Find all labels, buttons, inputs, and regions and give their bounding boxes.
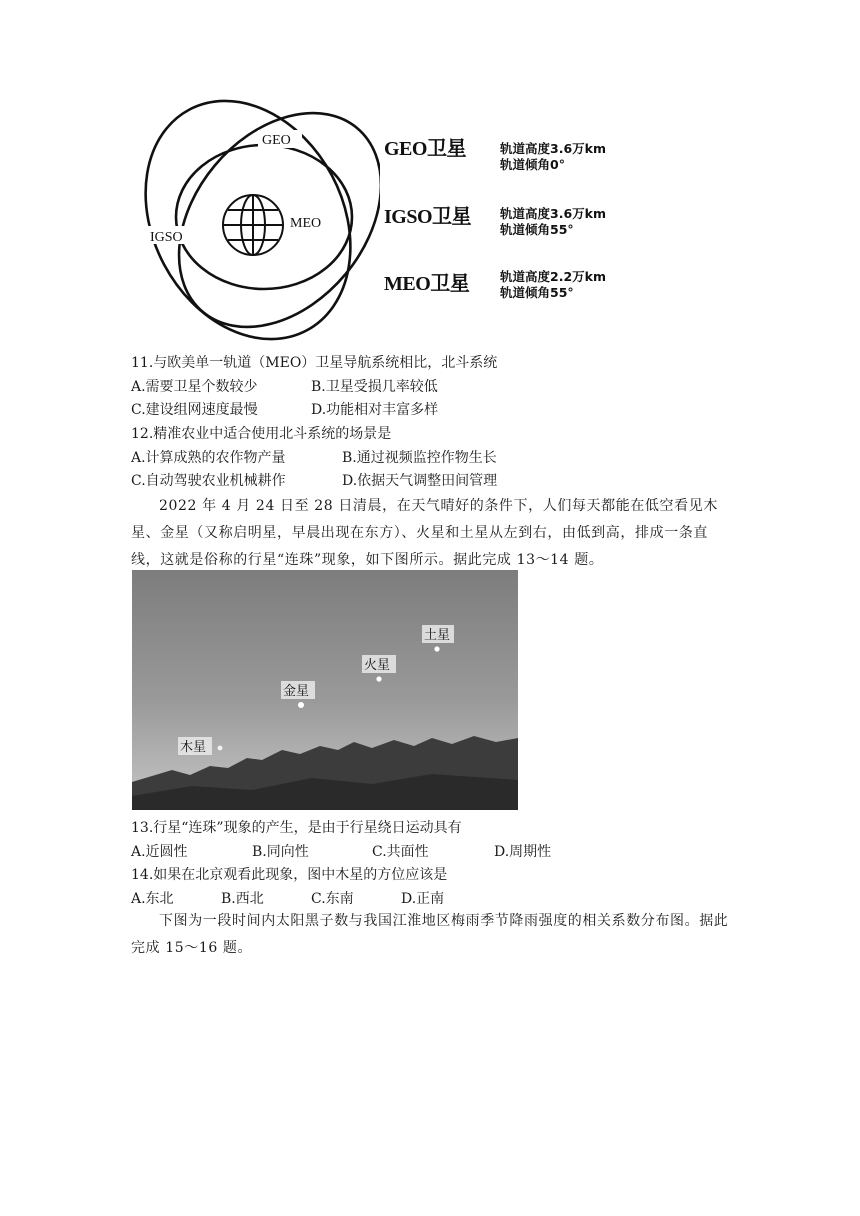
saturn-dot (434, 646, 439, 651)
orbit-diagram (140, 92, 380, 348)
igso-orbit-inclination: 轨道倾角55° (500, 222, 574, 237)
mars-dot (376, 676, 381, 681)
geo-satellite-name: GEO卫星 (384, 138, 466, 160)
question-11-option-c: C.建设组网速度最慢 (131, 402, 258, 418)
question-14-stem: 14.如果在北京观看此现象，图中木星的方位应该是 (131, 867, 448, 883)
orbit-legend (384, 132, 644, 312)
passage-sunspot-rainfall: 下图为一段时间内太阳黑子数与我国江淮地区梅雨季节降雨强度的相关系数分布图。据此完成 15～16 题。 (131, 913, 729, 956)
igso-satellite-name: IGSO卫星 (384, 206, 472, 228)
question-12-option-d: D.依据天气调整田间管理 (342, 473, 498, 489)
geo-label: GEO (262, 133, 291, 148)
question-12-option-c: C.自动驾驶农业机械耕作 (131, 473, 286, 489)
jupiter-label: 木星 (180, 740, 207, 755)
mars-label: 火星 (364, 658, 391, 673)
question-14-option-a: A.东北 (131, 891, 174, 907)
question-13-stem: 13.行星“连珠”现象的产生，是由于行星绕日运动具有 (131, 820, 462, 836)
meo-label: MEO (290, 216, 322, 231)
question-11-stem: 11.与欧美单一轨道（MEO）卫星导航系统相比，北斗系统 (131, 355, 498, 371)
meo-satellite-name: MEO卫星 (384, 273, 470, 295)
geo-orbit-inclination: 轨道倾角0° (500, 157, 565, 172)
igso-label: IGSO (150, 230, 183, 245)
question-12-option-b: B.通过视频监控作物生长 (342, 450, 497, 466)
question-14-option-d: D.正南 (401, 891, 445, 907)
jupiter-dot (218, 746, 223, 751)
question-13-option-d: D.周期性 (494, 844, 552, 860)
geo-orbit-height: 轨道高度3.6万km (500, 141, 606, 156)
question-11-option-a: A.需要卫星个数较少 (131, 379, 258, 395)
question-11-option-b: B.卫星受损几率较低 (311, 379, 438, 395)
venus-dot (298, 702, 304, 708)
question-14-option-b: B.西北 (221, 891, 264, 907)
question-13-option-a: A.近圆性 (131, 844, 188, 860)
question-13-option-b: B.同向性 (252, 844, 309, 860)
saturn-label: 土星 (424, 628, 451, 643)
question-12-stem: 12.精准农业中适合使用北斗系统的场景是 (131, 426, 392, 442)
question-13-option-c: C.共面性 (372, 844, 429, 860)
passage-planet-alignment: 2022 年 4 月 24 日至 28 日清晨，在天气晴好的条件下，人们每天都能在低空看见木星、金星（又称启明星，早晨出现在东方）、火星和土星从左到右，由低到高，排成一条直线，这就是俗称的行星“连珠”现象，如下图所示。据此完成 13～14 题。 (131, 498, 718, 568)
meo-orbit-height: 轨道高度2.2万km (500, 269, 606, 284)
question-11-option-d: D.功能相对丰富多样 (311, 402, 439, 418)
meo-orbit-inclination: 轨道倾角55° (500, 285, 574, 300)
planet-alignment-photo (132, 570, 518, 810)
igso-orbit-height: 轨道高度3.6万km (500, 206, 606, 221)
earth-globe-icon (223, 195, 283, 255)
venus-label: 金星 (283, 684, 310, 699)
question-14-option-c: C.东南 (311, 891, 354, 907)
question-12-option-a: A.计算成熟的农作物产量 (131, 450, 286, 466)
